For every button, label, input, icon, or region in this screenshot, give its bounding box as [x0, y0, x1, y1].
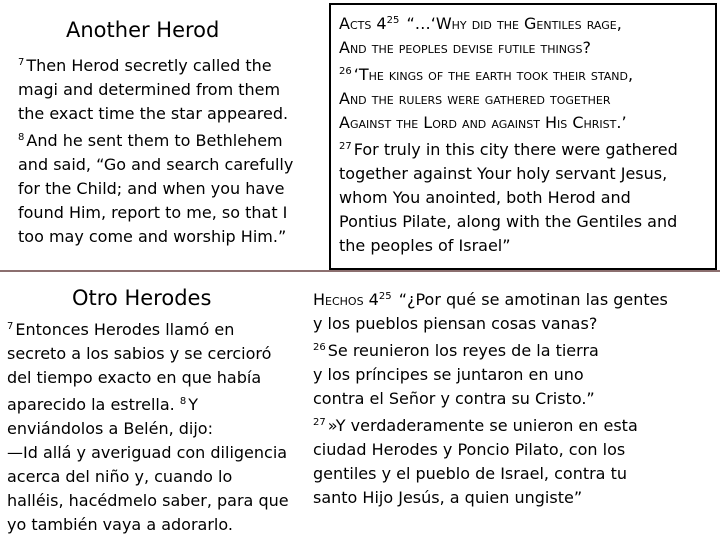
ref-book: Acts — [339, 14, 372, 33]
text-line: magi and determined from them — [18, 80, 281, 99]
text-line: Y — [188, 395, 198, 414]
text-line: whom You anointed, both Herod and — [339, 188, 631, 207]
text-line: the exact time the star appeared. — [18, 104, 289, 123]
text-line: y los pueblos piensan cosas vanas? — [313, 314, 598, 333]
english-herod-passage — [18, 51, 293, 249]
text-line: halléis, hacédmelo saber, para que — [7, 491, 289, 510]
text-line: the peoples of Israel” — [339, 236, 511, 255]
text-line: —Id allá y averiguad con diligencia — [7, 443, 288, 462]
text-line: for the Child; and when you have — [18, 179, 285, 198]
section-divider — [0, 270, 720, 272]
text-line: contra el Señor y contra su Cristo.” — [313, 389, 595, 408]
text-line: aparecido la estrella. — [7, 395, 175, 414]
text-line: Pontius Pilate, along with the Gentiles and — [339, 212, 678, 231]
text-line: Entonces Herodes llamó en — [15, 320, 235, 339]
text-line: del tiempo exacto en que había — [7, 368, 262, 387]
text-line: together against Your holy servant Jesus, — [339, 164, 668, 183]
text-line: Against the Lord and against His Christ.’ — [339, 113, 627, 132]
text-line: Se reunieron los reyes de la tierra — [327, 341, 599, 360]
text-line: ‘The kings of the earth took their stand, — [353, 65, 634, 84]
ref-book: Hechos — [313, 290, 364, 309]
text-line: And the peoples devise futile things? — [339, 38, 591, 57]
text-line: ciudad Herodes y Poncio Pilato, con los — [313, 440, 626, 459]
text-line: “…‘Why did the Gentiles rage, — [406, 14, 622, 33]
text-line: found Him, report to me, so that I — [18, 203, 288, 222]
spanish-title: Otro Herodes — [72, 286, 212, 310]
verse-number: 25 — [378, 291, 392, 302]
text-line: yo también vaya a adorarlo. — [7, 515, 233, 534]
verse-number: 27 — [339, 141, 352, 152]
text-line: And he sent them to Bethlehem — [26, 131, 283, 150]
verse-number: 8 — [18, 132, 25, 143]
text-line: enviándolos a Belén, dijo: — [7, 419, 213, 438]
verse-number: 26 — [339, 66, 352, 77]
ref-chapter: 4 — [368, 290, 379, 309]
text-line: secreto a los sabios y se cercioró — [7, 344, 272, 363]
verse-number: 8 — [179, 396, 187, 407]
text-line: And the rulers were gathered together — [339, 89, 611, 108]
text-line: “¿Por qué se amotinan las gentes — [398, 290, 668, 309]
text-line: y los príncipes se juntaron en uno — [313, 365, 584, 384]
text-line: too may come and worship Him.” — [18, 227, 287, 246]
verse-number: 7 — [7, 321, 14, 332]
text-line: and said, “Go and search carefully — [18, 155, 294, 174]
text-line: Then Herod secretly called the — [26, 56, 272, 75]
verse-number: 7 — [18, 57, 25, 68]
english-title: Another Herod — [66, 18, 220, 42]
text-line: gentiles y el pueblo de Israel, contra tu — [313, 464, 627, 483]
text-line: acerca del niño y, cuando lo — [7, 467, 233, 486]
verse-number: 26 — [313, 342, 326, 353]
spanish-herod-passage — [7, 315, 289, 537]
english-acts-passage — [339, 9, 678, 258]
text-line: »Y verdaderamente se unieron en esta — [327, 416, 638, 435]
text-line: santo Hijo Jesús, a quien ungiste” — [313, 488, 583, 507]
ref-chapter: 4 — [376, 14, 387, 33]
verse-number: 25 — [386, 15, 400, 26]
spanish-acts-passage — [313, 285, 668, 510]
verse-number: 27 — [313, 417, 326, 428]
text-line: For truly in this city there were gathered — [353, 140, 678, 159]
